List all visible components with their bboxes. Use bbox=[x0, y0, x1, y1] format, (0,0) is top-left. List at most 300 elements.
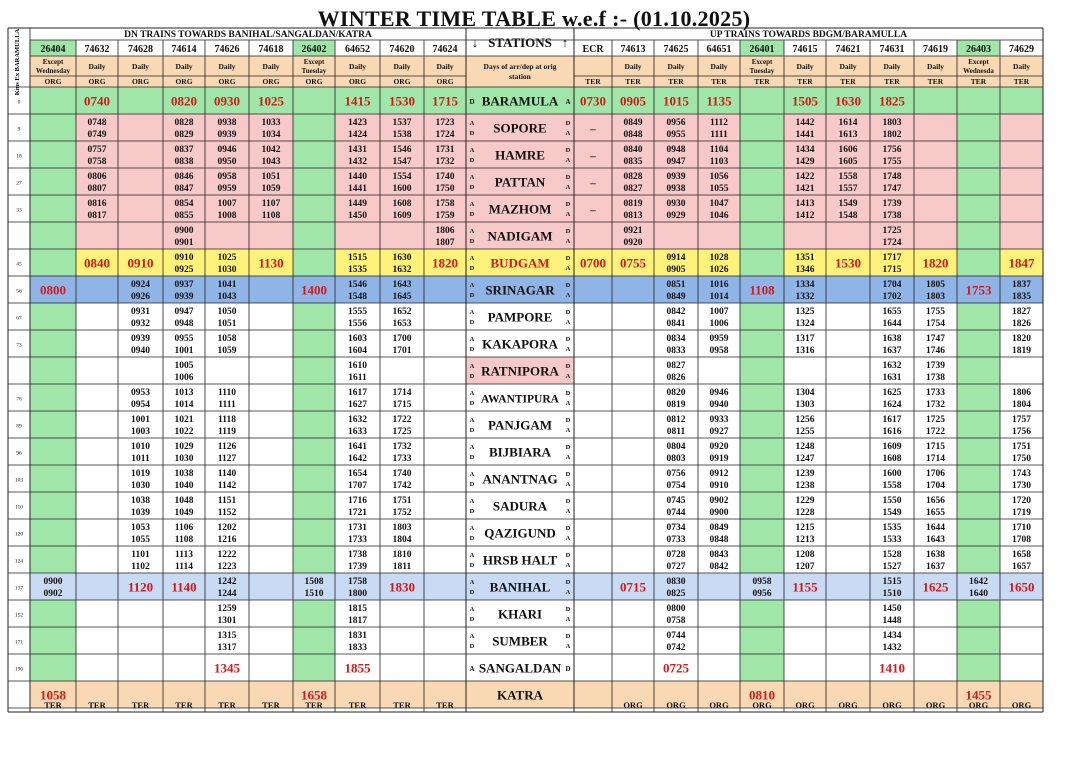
time-arrival: 1641 bbox=[348, 442, 367, 452]
ad-marker: D bbox=[565, 255, 571, 262]
time-departure: 0803 bbox=[666, 454, 686, 464]
time-arrival: 1732 bbox=[392, 442, 412, 452]
time-arrival: 1610 bbox=[348, 361, 367, 371]
up-train-days: Tuesday bbox=[749, 67, 775, 75]
up-train-origin: TER bbox=[754, 77, 770, 86]
time-arrival: 1827 bbox=[1012, 307, 1031, 317]
ad-marker: D bbox=[565, 309, 571, 316]
time-departure: 1142 bbox=[217, 481, 237, 491]
time-arrival: 1755 bbox=[926, 307, 945, 317]
time-departure: 0947 bbox=[666, 157, 686, 167]
time-arrival: 0959 bbox=[709, 334, 729, 344]
train-column-band bbox=[30, 357, 76, 384]
ad-marker: D bbox=[565, 201, 571, 208]
time-departure: 1043 bbox=[217, 292, 237, 302]
time-departure: 1527 bbox=[882, 562, 902, 572]
time-departure: 1255 bbox=[795, 427, 815, 437]
dn-train-days: Daily bbox=[218, 62, 236, 71]
time-departure: 1759 bbox=[435, 211, 455, 221]
time-departure: 0813 bbox=[623, 211, 643, 221]
dn-train-days: Daily bbox=[393, 62, 411, 71]
time-single: 1847 bbox=[1008, 255, 1035, 271]
time-single: 1625 bbox=[922, 579, 949, 595]
ad-marker: A bbox=[565, 508, 571, 515]
time-arrival: 1751 bbox=[1012, 442, 1031, 452]
time-arrival: 1638 bbox=[882, 334, 902, 344]
train-column-band bbox=[740, 465, 784, 492]
train-column-band bbox=[957, 249, 1000, 276]
time-single: 1505 bbox=[792, 93, 818, 109]
up-train-origin: TER bbox=[711, 77, 727, 86]
ad-marker: D bbox=[469, 616, 475, 623]
up-train-origin: TER bbox=[625, 77, 641, 86]
station-km: 152 bbox=[14, 612, 24, 619]
dn-train-days: Wednesday bbox=[35, 67, 71, 75]
station-name: KAKAPORA bbox=[482, 336, 558, 352]
kms-header: Kms Ex BARAMULLA bbox=[14, 28, 21, 96]
ad-marker: D bbox=[565, 606, 571, 613]
time-departure: 1733 bbox=[348, 535, 367, 545]
footer-ter: TER bbox=[131, 700, 150, 710]
time-departure: 0925 bbox=[174, 265, 194, 275]
dn-train-days: Daily bbox=[348, 62, 367, 71]
up-train-days: Daily bbox=[1012, 62, 1031, 71]
dn-train-origin: ORG bbox=[305, 77, 323, 86]
time-departure: 1014 bbox=[709, 292, 729, 302]
time-departure: 1637 bbox=[882, 346, 902, 356]
ad-marker: A bbox=[565, 265, 571, 272]
ad-marker: D bbox=[565, 147, 571, 154]
time-arrival: 0910 bbox=[174, 253, 194, 263]
time-arrival: 1725 bbox=[926, 415, 945, 425]
time-departure: 1026 bbox=[709, 265, 729, 275]
train-column-band bbox=[293, 465, 335, 492]
time-arrival: 1549 bbox=[838, 199, 858, 209]
time-arrival: 0816 bbox=[87, 199, 107, 209]
time-arrival: 1652 bbox=[392, 307, 412, 317]
train-column-band bbox=[30, 411, 76, 438]
ad-marker: A bbox=[565, 454, 571, 461]
train-column-band bbox=[957, 357, 1000, 384]
time-arrival: 1041 bbox=[217, 280, 237, 290]
time-arrival: 1101 bbox=[131, 550, 150, 560]
ad-marker: A bbox=[469, 665, 475, 673]
time-departure: 1432 bbox=[882, 643, 902, 653]
time-arrival: 1021 bbox=[174, 415, 194, 425]
ad-marker: A bbox=[565, 211, 571, 218]
stations-header: STATIONS bbox=[488, 35, 552, 50]
time-departure: 0954 bbox=[131, 400, 150, 410]
ad-marker: D bbox=[469, 400, 475, 407]
time-single: 1830 bbox=[389, 579, 415, 595]
time-arrival: 1434 bbox=[882, 631, 902, 641]
time-arrival: 1259 bbox=[217, 604, 237, 614]
train-column-band bbox=[30, 222, 76, 249]
time-arrival: 0946 bbox=[217, 145, 237, 155]
time-arrival: 1107 bbox=[261, 199, 281, 209]
station-km: 171 bbox=[14, 639, 24, 646]
time-arrival: 0800 bbox=[666, 604, 686, 614]
train-column-band bbox=[30, 519, 76, 546]
time-departure: 1030 bbox=[131, 481, 150, 491]
train-column-band bbox=[740, 357, 784, 384]
days-note-2: station bbox=[509, 72, 531, 81]
train-column-band bbox=[957, 303, 1000, 330]
ad-marker: A bbox=[565, 292, 571, 299]
ad-marker: D bbox=[565, 282, 571, 289]
time-arrival: 1546 bbox=[392, 145, 412, 155]
time-departure: 1548 bbox=[348, 292, 367, 302]
time-departure: 0855 bbox=[174, 211, 194, 221]
time-departure: 0841 bbox=[666, 319, 686, 329]
time-departure: 0900 bbox=[709, 508, 729, 518]
time-single: 0905 bbox=[620, 93, 646, 109]
time-departure: 1637 bbox=[926, 562, 945, 572]
ad-marker: D bbox=[469, 265, 475, 272]
station-km: 110 bbox=[14, 504, 24, 511]
station-km: 27 bbox=[16, 180, 22, 187]
time-departure: 1114 bbox=[175, 562, 193, 572]
time-departure: 0950 bbox=[217, 157, 237, 167]
station-name: PAMPORE bbox=[487, 309, 553, 325]
train-column-band bbox=[740, 249, 784, 276]
station-km: 67 bbox=[16, 315, 22, 322]
ad-marker: D bbox=[565, 525, 571, 532]
time-arrival: 0820 bbox=[666, 388, 686, 398]
time-arrival: 0902 bbox=[709, 496, 729, 506]
time-departure: 1714 bbox=[926, 454, 945, 464]
train-column-band bbox=[30, 114, 76, 141]
up-train-origin: TER bbox=[797, 77, 813, 86]
time-arrival: 1007 bbox=[709, 307, 729, 317]
footer-ter: TER bbox=[218, 700, 236, 710]
time-arrival: 1731 bbox=[348, 523, 367, 533]
up-train-number: 74615 bbox=[792, 44, 818, 55]
dn-train-days: Daily bbox=[88, 62, 106, 71]
train-column-band bbox=[957, 465, 1000, 492]
time-departure: 0827 bbox=[623, 184, 643, 194]
time-arrival: 1642 bbox=[969, 577, 988, 587]
ad-marker: D bbox=[565, 228, 571, 235]
time-departure: 1725 bbox=[392, 427, 412, 437]
ad-marker: A bbox=[565, 184, 571, 191]
station-name: RATNIPORA bbox=[481, 363, 559, 379]
time-arrival: 1740 bbox=[435, 172, 455, 182]
time-single: 0930 bbox=[214, 93, 240, 109]
time-arrival: 1351 bbox=[795, 253, 815, 263]
time-arrival: 1056 bbox=[709, 172, 729, 182]
time-arrival: 1803 bbox=[392, 523, 412, 533]
time-departure: 1538 bbox=[392, 130, 412, 140]
ad-marker: A bbox=[565, 643, 571, 650]
time-single: 1630 bbox=[835, 93, 861, 109]
station-km: 96 bbox=[16, 450, 22, 457]
station-name: BARAMULA bbox=[481, 93, 559, 109]
station-km: 0 bbox=[17, 99, 21, 106]
time-arrival: 0748 bbox=[87, 118, 107, 128]
station-km: 137 bbox=[14, 585, 24, 592]
time-departure: 1008 bbox=[217, 211, 237, 221]
time-departure: 1556 bbox=[348, 319, 367, 329]
time-arrival: 0956 bbox=[666, 118, 686, 128]
time-arrival: 1739 bbox=[926, 361, 945, 371]
footer-org: ORG bbox=[666, 700, 686, 710]
dn-train-days: Daily bbox=[436, 62, 454, 71]
dn-train-days: Except bbox=[42, 58, 64, 66]
time-single: 1530 bbox=[835, 255, 861, 271]
ad-marker: A bbox=[565, 616, 571, 623]
time-departure: 1750 bbox=[1012, 454, 1031, 464]
time-arrival: 0914 bbox=[666, 253, 686, 263]
station-name: AWANTIPURA bbox=[481, 393, 559, 406]
time-departure: 0807 bbox=[87, 184, 107, 194]
up-train-days: Daily bbox=[839, 62, 857, 71]
time-arrival: 1704 bbox=[882, 280, 902, 290]
time-arrival: 0819 bbox=[623, 199, 643, 209]
time-arrival: 1654 bbox=[348, 469, 367, 479]
time-single: – bbox=[590, 177, 596, 190]
time-departure: 0959 bbox=[217, 184, 237, 194]
train-column-band bbox=[740, 627, 784, 654]
train-column-band bbox=[30, 195, 76, 222]
up-train-number: 64651 bbox=[706, 44, 732, 55]
train-column-band bbox=[957, 195, 1000, 222]
time-departure: 0819 bbox=[666, 400, 686, 410]
time-departure: 0754 bbox=[666, 481, 686, 491]
time-arrival: 0846 bbox=[174, 172, 194, 182]
time-departure: 1421 bbox=[795, 184, 815, 194]
time-arrival: 1001 bbox=[131, 415, 150, 425]
footer-ter: TER bbox=[262, 700, 280, 710]
time-departure: 0758 bbox=[87, 157, 107, 167]
footer-org: ORG bbox=[1011, 700, 1032, 710]
train-column-band bbox=[740, 195, 784, 222]
train-column-band bbox=[957, 384, 1000, 411]
train-column-band bbox=[740, 600, 784, 627]
time-arrival: 1806 bbox=[1012, 388, 1031, 398]
time-single: 1753 bbox=[965, 282, 992, 298]
train-column-band bbox=[957, 87, 1000, 114]
up-train-days: Daily bbox=[667, 62, 685, 71]
time-arrival: 1334 bbox=[795, 280, 815, 290]
time-arrival: 1038 bbox=[174, 469, 194, 479]
ad-marker: D bbox=[469, 184, 475, 191]
time-departure: 1754 bbox=[926, 319, 945, 329]
station-km: 120 bbox=[14, 531, 24, 538]
time-departure: 0955 bbox=[666, 130, 686, 140]
time-departure: 1633 bbox=[348, 427, 367, 437]
station-name: NADIGAM bbox=[487, 228, 553, 244]
time-departure: 1627 bbox=[348, 400, 367, 410]
time-departure: 1059 bbox=[217, 346, 237, 356]
time-departure: 0829 bbox=[174, 130, 194, 140]
time-departure: 1510 bbox=[304, 589, 324, 599]
up-train-days: Daily bbox=[710, 62, 728, 71]
dn-train-number: 74626 bbox=[214, 44, 240, 55]
time-arrival: 1050 bbox=[217, 307, 237, 317]
ad-marker: D bbox=[565, 444, 571, 451]
time-departure: 1811 bbox=[392, 562, 412, 572]
time-arrival: 1304 bbox=[795, 388, 815, 398]
time-arrival: 1528 bbox=[882, 550, 902, 560]
time-arrival: 1740 bbox=[392, 469, 412, 479]
time-arrival: 0937 bbox=[174, 280, 194, 290]
time-departure: 1632 bbox=[392, 265, 412, 275]
time-arrival: 0920 bbox=[709, 442, 729, 452]
time-departure: 0902 bbox=[43, 589, 63, 599]
time-arrival: 1110 bbox=[218, 388, 236, 398]
dn-train-number: 74632 bbox=[84, 44, 110, 55]
station-km: 124 bbox=[14, 558, 24, 565]
time-single: 0755 bbox=[620, 255, 646, 271]
days-note: Days of arr/dep at orig bbox=[483, 62, 557, 71]
time-arrival: 1609 bbox=[882, 442, 902, 452]
time-single: 1455 bbox=[965, 687, 992, 703]
time-arrival: 1005 bbox=[174, 361, 194, 371]
time-arrival: 1803 bbox=[882, 118, 902, 128]
up-train-days: Daily bbox=[926, 62, 945, 71]
time-departure: 1441 bbox=[795, 130, 815, 140]
ad-marker: A bbox=[565, 373, 571, 380]
time-departure: 1608 bbox=[882, 454, 902, 464]
train-column-band bbox=[740, 222, 784, 249]
time-departure: 1708 bbox=[1012, 535, 1031, 545]
ad-marker: A bbox=[565, 319, 571, 326]
ad-marker: D bbox=[469, 562, 475, 569]
ad-marker: D bbox=[469, 346, 475, 353]
time-arrival: 1434 bbox=[795, 145, 815, 155]
time-arrival: 0843 bbox=[709, 550, 729, 560]
time-departure: 1207 bbox=[795, 562, 815, 572]
time-arrival: 1112 bbox=[710, 118, 728, 128]
time-departure: 0939 bbox=[217, 130, 237, 140]
time-departure: 1412 bbox=[795, 211, 815, 221]
train-column-band bbox=[30, 168, 76, 195]
station-name: BANIHAL bbox=[489, 579, 551, 595]
time-departure: 0919 bbox=[709, 454, 729, 464]
ad-marker: A bbox=[565, 562, 571, 569]
time-arrival: 1722 bbox=[392, 415, 412, 425]
ad-marker: D bbox=[469, 589, 475, 596]
ad-marker: A bbox=[565, 130, 571, 137]
train-column-band bbox=[957, 222, 1000, 249]
dn-train-days: Daily bbox=[175, 62, 193, 71]
time-arrival: 1751 bbox=[392, 496, 412, 506]
time-departure: 1030 bbox=[217, 265, 237, 275]
time-departure: 1655 bbox=[926, 508, 945, 518]
time-departure: 1108 bbox=[261, 211, 281, 221]
time-arrival: 1555 bbox=[348, 307, 367, 317]
train-column-band bbox=[30, 384, 76, 411]
ad-marker: A bbox=[469, 525, 475, 532]
dn-header: DN TRAINS TOWARDS BANIHAL/SANGALDAN/KATRA bbox=[124, 30, 372, 40]
ad-marker: A bbox=[469, 336, 475, 343]
train-column-band bbox=[957, 627, 1000, 654]
time-departure: 0744 bbox=[666, 508, 686, 518]
time-arrival: 0931 bbox=[131, 307, 150, 317]
dn-train-number: 74620 bbox=[389, 44, 415, 55]
time-single: 0800 bbox=[40, 282, 66, 298]
time-arrival: 1215 bbox=[795, 523, 815, 533]
time-arrival: 1442 bbox=[795, 118, 815, 128]
time-departure: 1707 bbox=[348, 481, 367, 491]
time-departure: 1733 bbox=[392, 454, 412, 464]
ad-marker: A bbox=[469, 606, 475, 613]
time-single: 1140 bbox=[171, 579, 197, 595]
time-departure: 1039 bbox=[131, 508, 150, 518]
time-arrival: 1315 bbox=[217, 631, 237, 641]
time-arrival: 0757 bbox=[87, 145, 107, 155]
time-departure: 1807 bbox=[435, 238, 455, 248]
time-arrival: 1423 bbox=[348, 118, 367, 128]
time-departure: 1701 bbox=[392, 346, 412, 356]
down-arrow-icon: ↓ bbox=[471, 35, 479, 50]
time-departure: 1450 bbox=[348, 211, 367, 221]
time-single: 1410 bbox=[879, 660, 905, 676]
time-departure: 0838 bbox=[174, 157, 194, 167]
train-column-band bbox=[740, 546, 784, 573]
train-column-band bbox=[30, 465, 76, 492]
time-arrival: 1720 bbox=[1012, 496, 1031, 506]
time-departure: 1604 bbox=[348, 346, 367, 356]
time-departure: 1510 bbox=[882, 589, 902, 599]
time-departure: 0842 bbox=[709, 562, 729, 572]
up-train-days: Wednesda bbox=[963, 67, 994, 75]
time-departure: 0926 bbox=[131, 292, 150, 302]
train-column-band bbox=[293, 627, 335, 654]
dn-train-number: 74628 bbox=[128, 44, 153, 55]
station-name: PANJGAM bbox=[487, 417, 553, 433]
page-title: WINTER TIME TABLE w.e.f :- (01.10.2025) bbox=[317, 6, 751, 31]
time-arrival: 1431 bbox=[348, 145, 367, 155]
time-arrival: 1600 bbox=[882, 469, 902, 479]
time-departure: 1549 bbox=[882, 508, 902, 518]
footer-ter: TER bbox=[393, 700, 411, 710]
train-column-band bbox=[740, 411, 784, 438]
footer-org: ORG bbox=[838, 700, 858, 710]
time-departure: 1800 bbox=[348, 589, 367, 599]
time-arrival: 1608 bbox=[392, 199, 412, 209]
time-departure: 0758 bbox=[666, 616, 686, 626]
footer-org: ORG bbox=[882, 700, 902, 710]
up-train-number: 74629 bbox=[1009, 44, 1034, 55]
ad-marker: A bbox=[565, 98, 571, 106]
train-column-band bbox=[293, 654, 335, 681]
ad-marker: A bbox=[469, 471, 475, 478]
time-departure: 0901 bbox=[174, 238, 194, 248]
time-arrival: 1603 bbox=[348, 334, 367, 344]
time-arrival: 1256 bbox=[795, 415, 815, 425]
train-column-band bbox=[293, 411, 335, 438]
time-arrival: 1748 bbox=[882, 172, 902, 182]
train-column-band bbox=[293, 222, 335, 249]
time-arrival: 1546 bbox=[348, 280, 367, 290]
time-departure: 1835 bbox=[1012, 292, 1031, 302]
time-arrival: 1806 bbox=[435, 226, 455, 236]
footer-ter: TER bbox=[88, 700, 106, 710]
dn-train-days: Daily bbox=[131, 62, 150, 71]
time-single: 1130 bbox=[258, 255, 284, 271]
footer-org: ORG bbox=[968, 700, 989, 710]
time-arrival: 1717 bbox=[882, 253, 902, 263]
train-column-band bbox=[957, 654, 1000, 681]
time-arrival: 1038 bbox=[131, 496, 150, 506]
station-name: SANGALDAN bbox=[478, 660, 562, 676]
time-departure: 1704 bbox=[926, 481, 945, 491]
time-departure: 1034 bbox=[261, 130, 281, 140]
time-arrival: 1106 bbox=[174, 523, 194, 533]
train-column-band bbox=[293, 195, 335, 222]
